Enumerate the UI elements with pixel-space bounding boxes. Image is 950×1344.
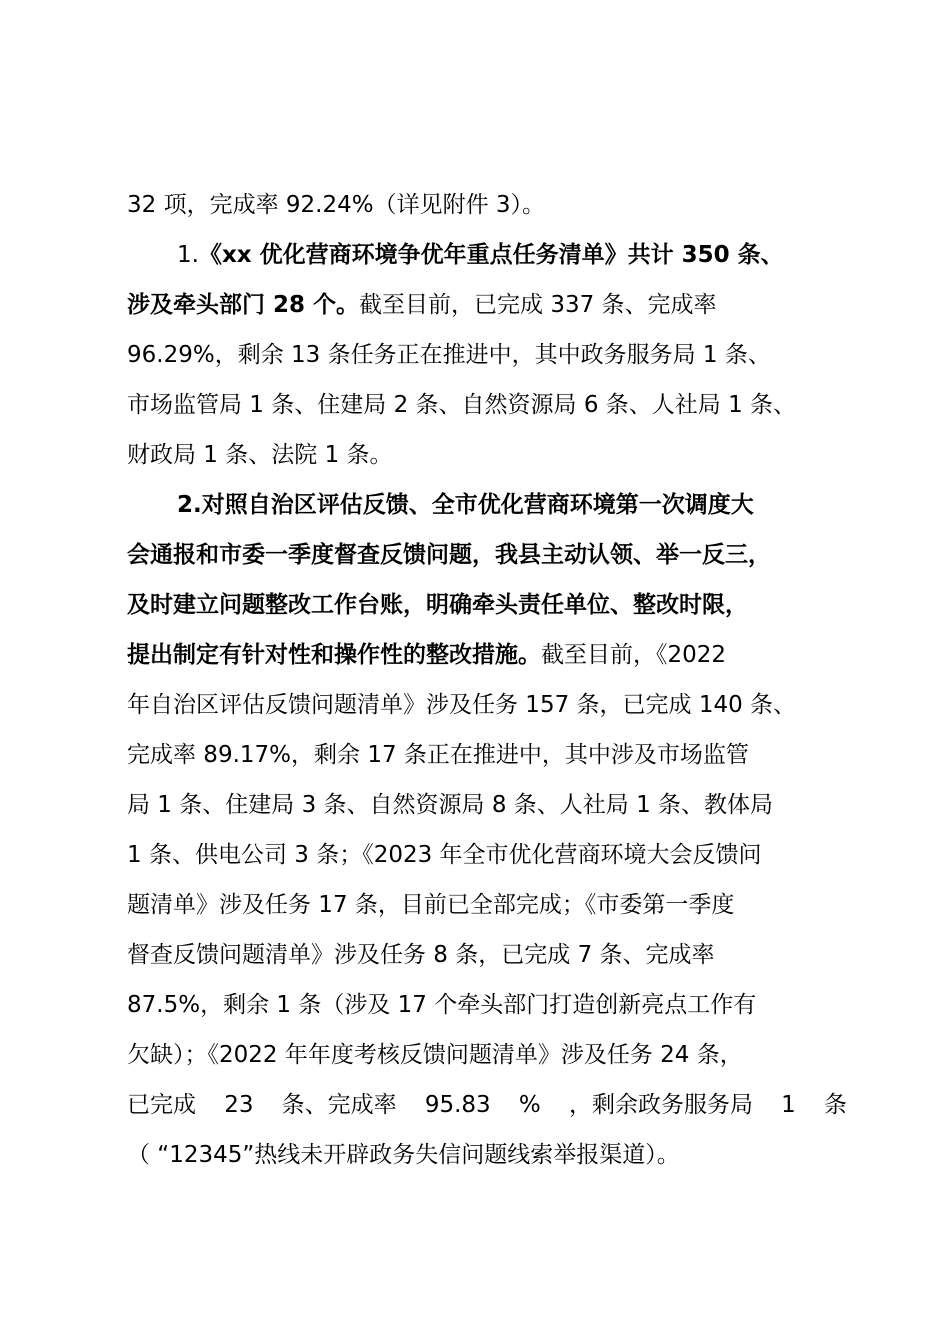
text-segment: 23 — [224, 1092, 254, 1118]
text-line-3 — [127, 280, 847, 330]
text-segment: 条、完成率 — [281, 1092, 397, 1118]
body-text: 截至目前，《2022 — [541, 642, 727, 668]
text-line-13: 局 1 条、住建局 3 条、自然资源局 8 条、人社局 1 条、教体局 — [127, 792, 774, 818]
text-line-2 — [127, 230, 847, 280]
text-segment: % — [518, 1092, 541, 1118]
text-line-6: 财政局 1 条、法院 1 条。 — [127, 442, 393, 468]
text-line-4: 96.29%，剩余 13 条任务正在推进中，其中政务服务局 1 条、 — [127, 342, 771, 368]
bold-heading: 提出制定有针对性和操作性的整改措施。 — [127, 642, 541, 668]
text-segment: 1 — [781, 1092, 796, 1118]
text-line-17: 87.5%，剩余 1 条（涉及 17 个牵头部门打造创新亮点工作有 — [127, 992, 757, 1018]
text-line-19 — [127, 1080, 847, 1130]
text-line-14: 1 条、供电公司 3 条；《2023 年全市优化营商环境大会反馈问 — [127, 842, 762, 868]
text-segment: 95.83 — [424, 1092, 491, 1118]
text-line-18: 欠缺）；《2022 年年度考核反馈问题清单》涉及任务 24 条， — [127, 1042, 743, 1068]
text-line-7 — [127, 480, 847, 530]
text-line-9 — [127, 580, 847, 630]
text-line-8 — [127, 530, 847, 580]
text-line-11: 年自治区评估反馈问题清单》涉及任务 157 条，已完成 140 条、 — [127, 692, 797, 718]
text-segment: 已完成 — [127, 1092, 196, 1118]
text-line-1: 32 项，完成率 92.24%（详见附件 3）。 — [127, 192, 546, 218]
bold-heading: 《xx 优化营商环境争优年重点任务清单》共计 350 条、 — [198, 242, 784, 268]
text-line-5: 市场监管局 1 条、住建局 2 条、自然资源局 6 条、人社局 1 条、 — [127, 392, 797, 418]
text-line-10 — [127, 630, 847, 680]
text-line-16: 督查反馈问题清单》涉及任务 8 条，已完成 7 条、完成率 — [127, 942, 715, 968]
text-segment: 条 — [823, 1092, 847, 1118]
text-line-12: 完成率 89.17%，剩余 17 条正在推进中，其中涉及市场监管 — [127, 742, 749, 768]
text-segment: ，剩余政务服务局 — [568, 1092, 753, 1118]
text-line-15: 题清单》涉及任务 17 条，目前已全部完成；《市委第一季度 — [127, 892, 735, 918]
body-text: 截至目前，已完成 337 条、完成率 — [359, 292, 717, 318]
bold-heading: 2.对照自治区评估反馈、全市优化营商环境第一次调度大 — [177, 492, 754, 518]
bold-heading: 及时建立问题整改工作台账，明确牵头责任单位、整改时限， — [127, 592, 748, 618]
item-number: 1. — [177, 242, 199, 268]
bold-heading: 涉及牵头部门 28 个。 — [127, 292, 360, 318]
bold-heading: 会通报和市委一季度督查反馈问题，我县主动认领、举一反三， — [127, 542, 771, 568]
text-line-20: （ “12345”热线未开辟政务失信问题线索举报渠道）。 — [127, 1142, 680, 1168]
